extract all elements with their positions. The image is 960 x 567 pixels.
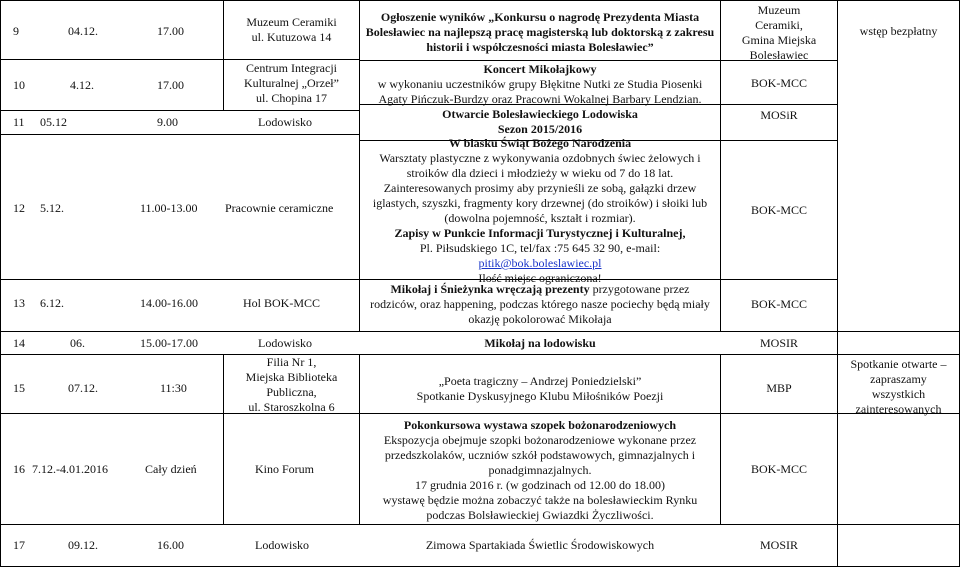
row-organizer: MOSIR — [759, 538, 798, 552]
row-event: Ogłoszenie wyników „Konkursu o nagrodę Prezydenta Miasta Bolesławiec na najlepszą pracę magisterską lub doktorską z zakresu historii i współczesności miasta Bolesławiec” — [365, 10, 715, 54]
row-date: 07.12. — [68, 381, 98, 395]
row-number: 11 — [13, 115, 25, 129]
row-place: Pracownie ceramiczne — [225, 201, 334, 215]
row-time: 17.00 — [157, 78, 184, 92]
row-event: „Poeta tragiczny – Andrzej Poniedzielski” Spotkanie Dyskusyjnego Klubu Miłośników Poezji — [416, 374, 664, 403]
row-time: 15.00-17.00 — [140, 336, 198, 350]
row-date: 4.12. — [70, 78, 94, 92]
row-event: Zimowa Spartakiada Świetlic Środowiskowych — [425, 538, 655, 552]
row-notes: Spotkanie otwarte – zapraszamy wszystkich zainteresowanych — [850, 357, 947, 416]
row-time: 9.00 — [157, 115, 178, 129]
email-link[interactable]: pitik@bok.boleslawiec.pl — [478, 256, 602, 270]
row-number: 9 — [13, 24, 19, 38]
row-date: 6.12. — [40, 296, 64, 310]
row-divider — [0, 59, 359, 60]
row-number: 13 — [13, 296, 25, 310]
row-organizer: MOSIR — [759, 336, 798, 350]
row-time: 14.00-16.00 — [140, 296, 198, 310]
row-place: Filia Nr 1, Miejska Biblioteka Publiczna, ul. Staroszkolna 6 — [245, 355, 338, 414]
row-organizer: MBP — [766, 381, 792, 395]
row-organizer: Muzeum Ceramiki, Gmina Miejska Bolesławiec — [741, 3, 817, 62]
row-divider — [0, 331, 960, 332]
row-date: 06. — [70, 336, 85, 350]
row-number: 17 — [13, 538, 25, 552]
row-number: 15 — [13, 381, 25, 395]
row-divider — [0, 134, 359, 135]
row-time: 11:30 — [160, 381, 187, 395]
row-organizer: MOSiR — [760, 108, 798, 122]
row-number: 14 — [13, 336, 25, 350]
row-divider — [0, 110, 359, 111]
col-divider — [837, 0, 838, 567]
row-place: Lodowisko — [255, 538, 309, 552]
row-date: 04.12. — [68, 24, 98, 38]
row-number: 16 — [13, 462, 25, 476]
row-organizer: BOK-MCC — [750, 203, 807, 217]
row-event: Mikołaj na lodowisku — [484, 336, 596, 350]
row-place: Hol BOK-MCC — [243, 296, 321, 310]
row-number: 12 — [13, 201, 25, 215]
row-organizer: BOK-MCC — [750, 297, 807, 311]
row-event: Mikołaj i Śnieżynka wręczają prezenty przygotowane przez rodziców, oraz happening, podczas którego nasze pociechy będą miały okazję pokolorować Mikołaja — [370, 282, 710, 326]
col-divider — [0, 0, 1, 567]
row-date: 5.12. — [40, 201, 64, 215]
row-event: Pokonkursowa wystawa szopek bożonarodzeniowych Ekspozycja obejmuje szopki bożonarodzeniowe wykonane przez przedszkolaków, uczniów szkół podstawowych, gimnazjalnych i ponadgimnazjalnych. 17 grudnia 2016 r. (w godzinach od 12.00 do 18.00) wystawę będzie można zobaczyć także na bolesławieckim Rynku podczas Bolsławieckiej Gwiazdki Życzliwości. — [382, 418, 698, 522]
row-time: 16.00 — [157, 538, 184, 552]
row-place: Centrum Integracji Kulturalnej „Orzeł” ul. Chopina 17 — [244, 61, 339, 105]
row-organizer: BOK-MCC — [750, 462, 807, 476]
row-place: Kino Forum — [255, 462, 315, 476]
row-divider — [0, 413, 960, 414]
row-number: 10 — [13, 78, 25, 92]
row-event: W blasku Świąt Bożego Narodzenia Warsztaty plastyczne z wykonywania ozdobnych świec żelowych i stroików dla dzieci i młodzieży w wieku od 7 do 18 lat. Zainteresowanych prosimy aby przynieśli ze sobą, gałązki drzew iglastych, szyszki, fragmenty kory drzewnej (do stroików) i słoiki lub (dowolna pojemność, kształt i rozmiar). Zapisy w Punkcie Informacji Turystycznej i Kulturalnej, Pl. Piłsudskiego 1C, tel/fax :75 645 32 90, e-mail: pitik@bok.boleslawiec.pl Ilość miejsc ograniczona! — [372, 136, 708, 285]
row-place: Lodowisko — [258, 336, 312, 350]
col-divider — [720, 354, 721, 524]
row-time: 11.00-13.00 — [140, 201, 198, 215]
row-event: Otwarcie Bolesławieckiego Lodowiska Sezon 2015/2016 — [442, 107, 638, 136]
row-notes: wstęp bezpłatny — [859, 24, 938, 38]
row-divider — [0, 354, 960, 355]
row-place: Lodowisko — [258, 115, 312, 129]
row-divider — [0, 524, 960, 525]
row-divider — [0, 0, 960, 1]
row-date: 09.12. — [68, 538, 98, 552]
row-date: 05.12 — [40, 115, 67, 129]
row-event: Koncert Mikołajkowy w wykonaniu uczestników grupy Błękitne Nutki ze Studia Piosenki Agaty Pińczuk-Burdzy oraz Pracowni Wokalnej Barbary Lendzian. — [377, 62, 703, 106]
row-place: Muzeum Ceramiki ul. Kutuzowa 14 — [246, 15, 337, 44]
row-time: 17.00 — [157, 24, 184, 38]
row-date: 7.12.-4.01.2016 — [32, 462, 108, 476]
row-time: Cały dzień — [145, 462, 197, 476]
row-organizer: BOK-MCC — [750, 76, 807, 90]
